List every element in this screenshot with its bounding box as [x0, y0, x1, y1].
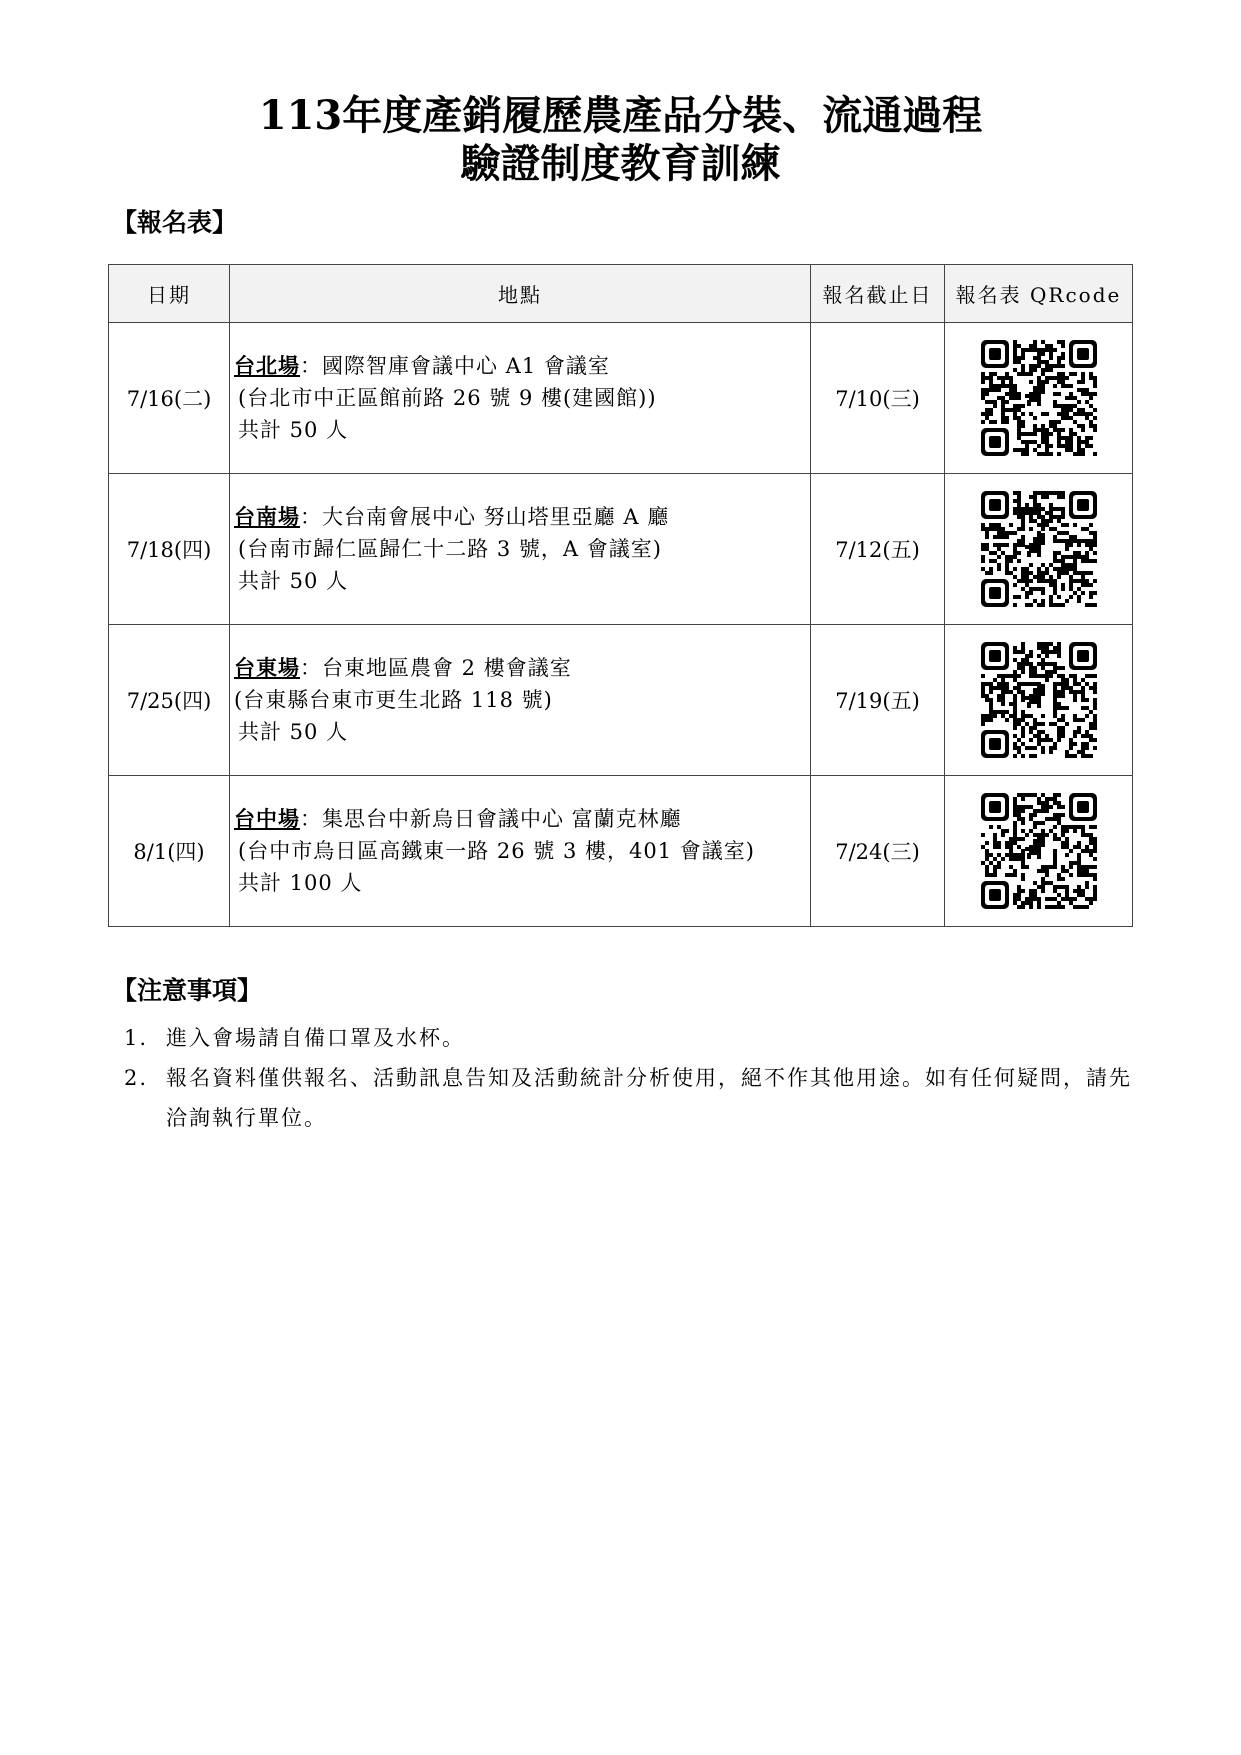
title-line-2: 驗證制度教育訓練: [460, 140, 781, 187]
qrcode-cell: [945, 776, 1133, 927]
venue-name: 台中場: [234, 806, 300, 831]
session-date: 8/1(四): [109, 776, 230, 927]
session-date: 7/18(四): [109, 474, 230, 625]
note-number: 1.: [124, 1026, 149, 1050]
table-header-row: [109, 265, 1133, 323]
column-header-date: 日期: [109, 265, 230, 323]
registration-deadline: 7/12(五): [811, 474, 945, 625]
qrcode-image[interactable]: [981, 340, 1097, 456]
session-date: 7/25(四): [109, 625, 230, 776]
note-text: 進入會場請自備口罩及水杯。: [166, 1026, 465, 1050]
table-row: [109, 474, 1133, 625]
notes-heading: 【注意事項】: [112, 976, 263, 1005]
table-row: [109, 323, 1133, 474]
venue-address: (台東縣台東市更生北路 118 號): [234, 688, 553, 712]
venue-address: (台南市歸仁區歸仁十二路 3 號，A 會議室): [238, 537, 662, 561]
note-number: 2.: [124, 1066, 149, 1090]
column-header-deadline: 報名截止日: [811, 265, 945, 323]
session-location: [230, 776, 811, 927]
session-location: [230, 323, 811, 474]
registration-deadline: 7/19(五): [811, 625, 945, 776]
venue-name: 台東場: [234, 655, 300, 680]
venue-line: [234, 350, 810, 382]
registration-deadline: 7/10(三): [811, 323, 945, 474]
registration-table: [108, 264, 1133, 927]
venue-capacity: 共計 50 人: [238, 569, 349, 593]
venue-line: [234, 652, 810, 684]
session-location: [230, 474, 811, 625]
title-line-1: 113年度產銷履歷農產品分裝、流通過程: [258, 92, 983, 139]
qrcode-image[interactable]: [981, 491, 1097, 607]
venue-capacity: 共計 50 人: [238, 720, 349, 744]
column-header-location: 地點: [230, 265, 811, 323]
venue-detail: ：國際智庫會議中心 A1 會議室: [300, 354, 610, 378]
venue-address: (台中市烏日區高鐵東一路 26 號 3 樓，401 會議室): [238, 839, 755, 863]
note-text: 報名資料僅供報名、活動訊息告知及活動統計分析使用，絕不作其他用途。如有任何疑問，請先洽詢執行單位。: [166, 1066, 1132, 1130]
notes-list: [124, 1018, 1134, 1138]
list-item: [124, 1058, 1134, 1138]
column-header-qrcode: 報名表 QRcode: [945, 265, 1133, 323]
table-row: [109, 625, 1133, 776]
qrcode-image[interactable]: [981, 793, 1097, 909]
registration-deadline: 7/24(三): [811, 776, 945, 927]
session-date: 7/16(二): [109, 323, 230, 474]
venue-capacity: 共計 50 人: [238, 418, 349, 442]
qrcode-image[interactable]: [981, 642, 1097, 758]
list-item: [124, 1018, 1134, 1058]
venue-detail: ：台東地區農會 2 樓會議室: [300, 656, 572, 680]
venue-name: 台南場: [234, 504, 300, 529]
venue-line: [234, 501, 810, 533]
session-location: [230, 625, 811, 776]
venue-line: [234, 803, 810, 835]
qrcode-cell: [945, 474, 1133, 625]
venue-capacity: 共計 100 人: [238, 871, 363, 895]
table-row: [109, 776, 1133, 927]
venue-address: (台北市中正區館前路 26 號 9 樓(建國館)): [238, 386, 657, 410]
qrcode-cell: [945, 323, 1133, 474]
qrcode-cell: [945, 625, 1133, 776]
registration-heading: 【報名表】: [112, 208, 238, 237]
venue-detail: ：大台南會展中心 努山塔里亞廳 A 廳: [300, 505, 670, 529]
venue-detail: ：集思台中新烏日會議中心 富蘭克林廳: [300, 807, 682, 831]
document-title: [0, 92, 1241, 188]
venue-name: 台北場: [234, 353, 300, 378]
